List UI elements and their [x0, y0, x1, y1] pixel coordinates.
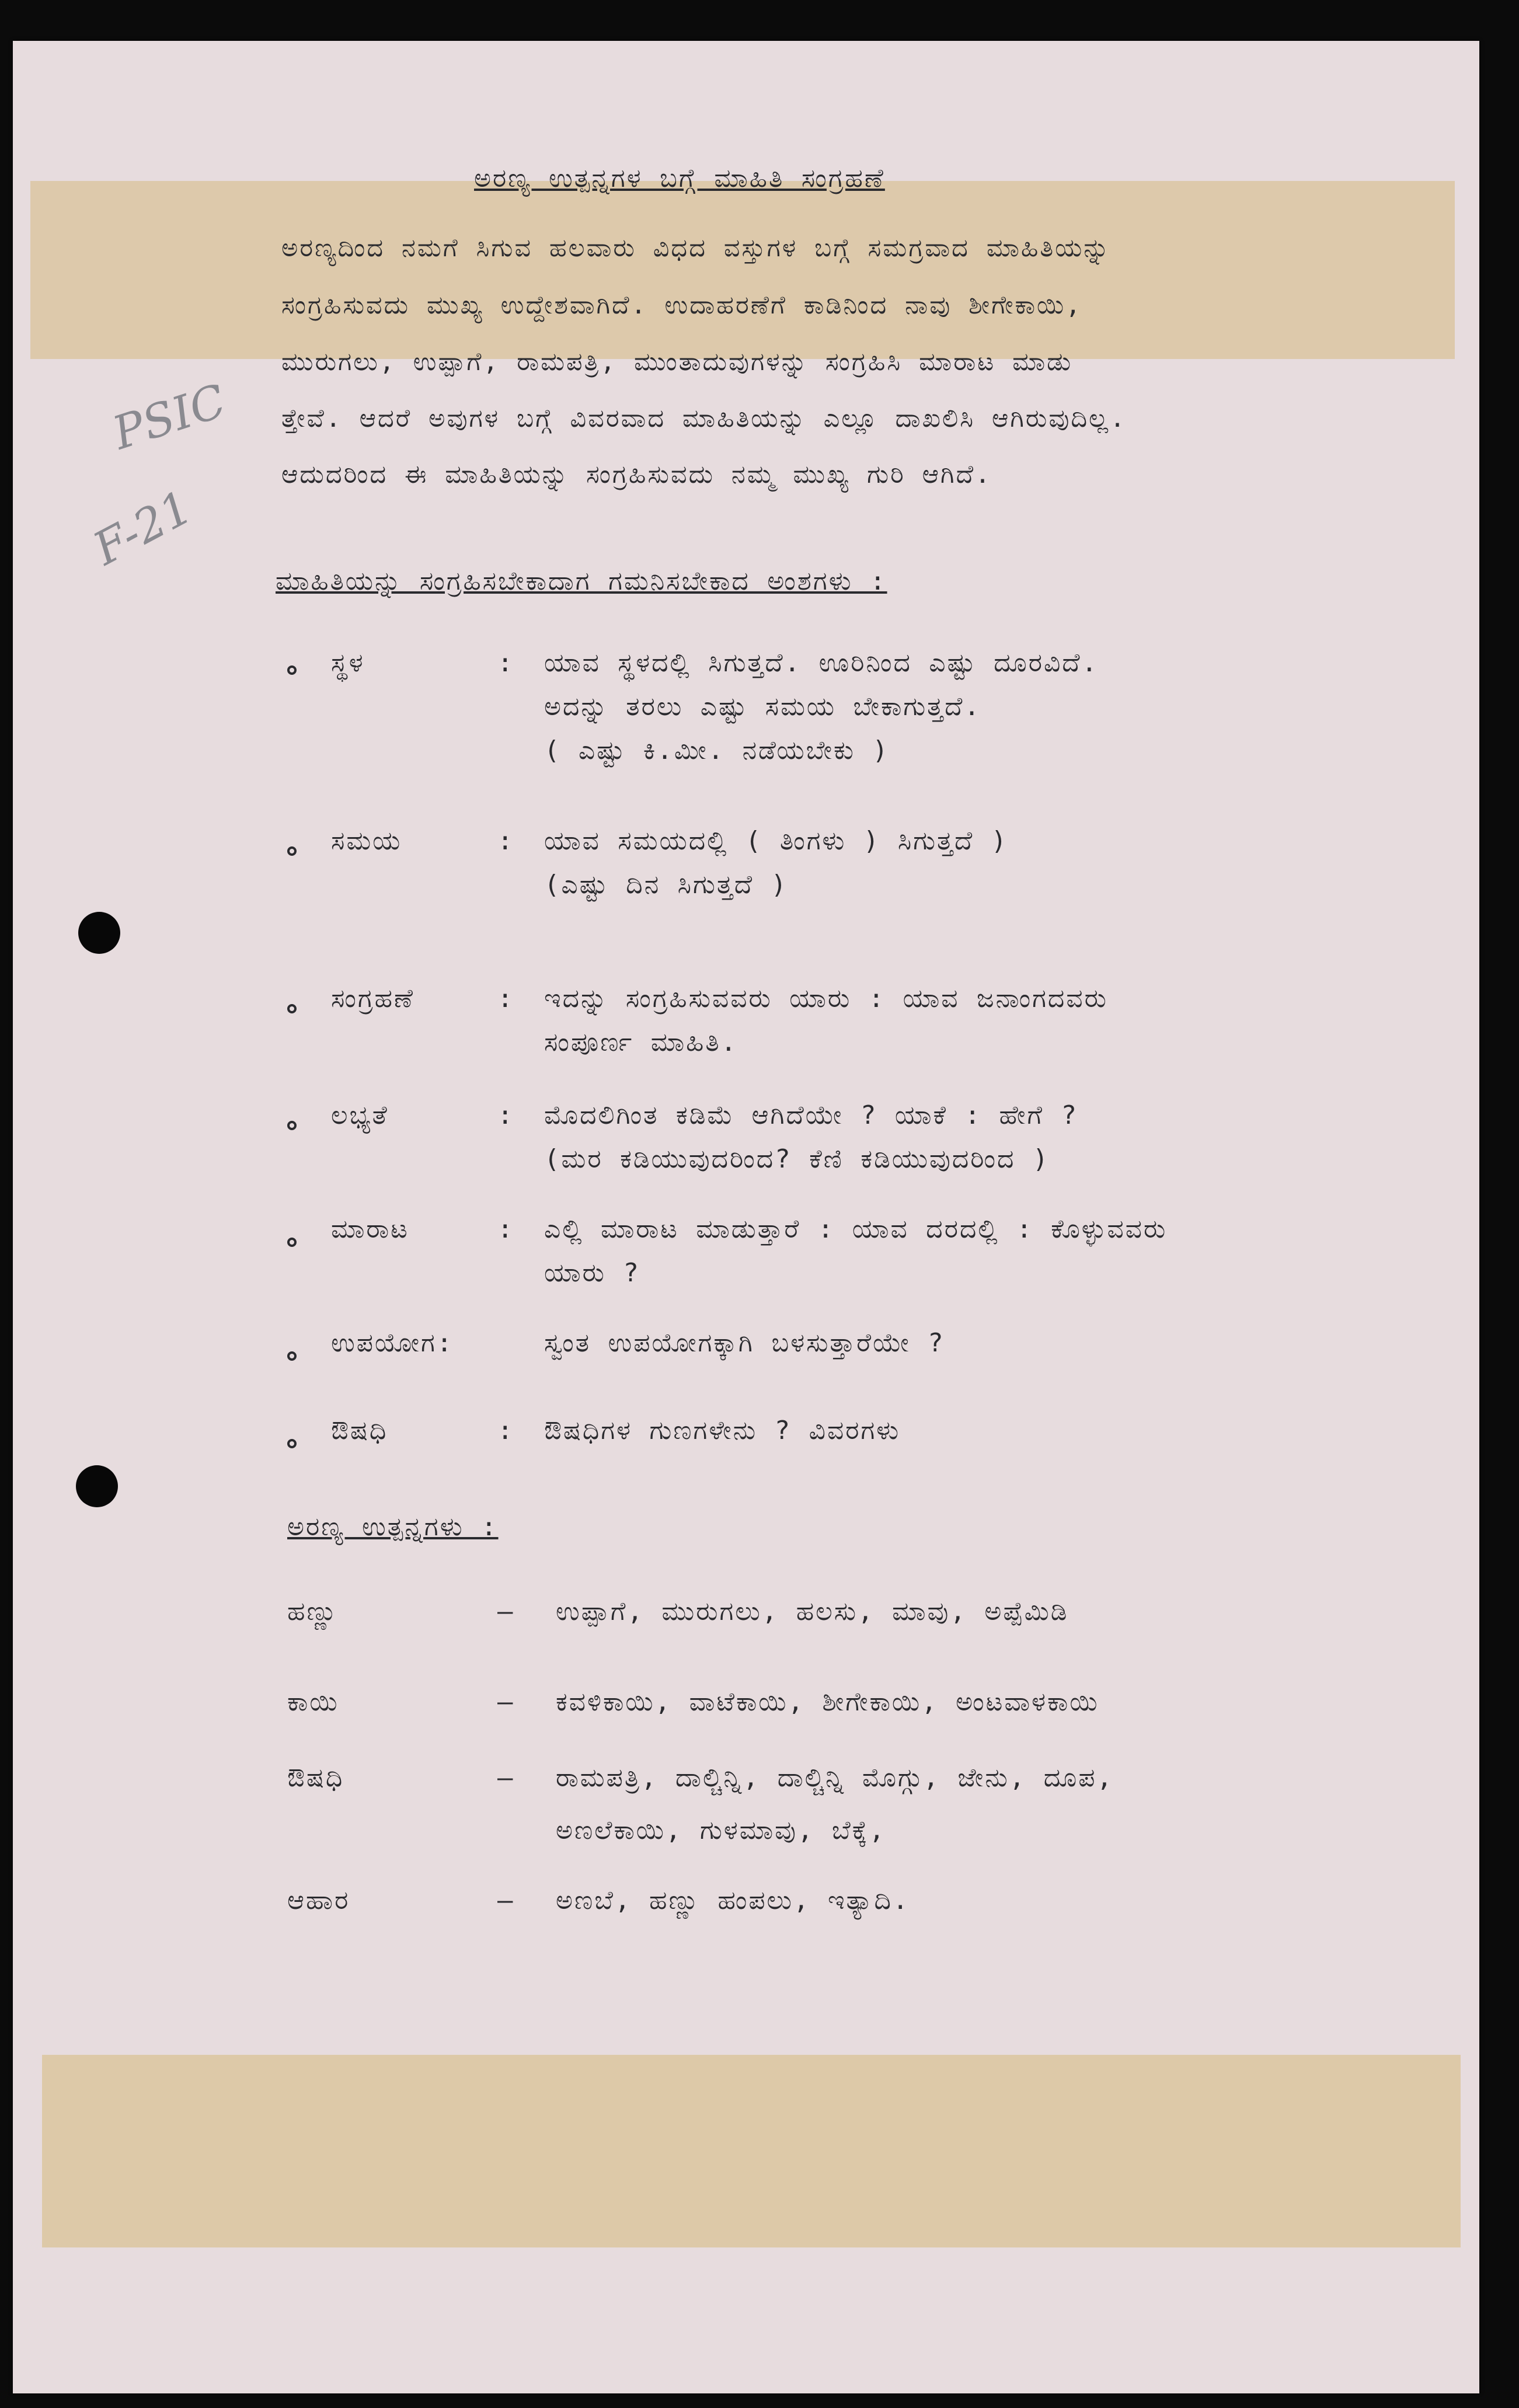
product-dash: — [497, 1886, 515, 1915]
product-category: ಆಹಾರ [287, 1886, 350, 1915]
aspect-desc-line: ಅದನ್ನು ತರಲು ಎಷ್ಟು ಸಮಯ ಬೇಕಾಗುತ್ತದೆ. [544, 692, 981, 722]
bullet-point [287, 1238, 297, 1247]
aspect-label: ಸಂಗ್ರಹಣೆ [331, 984, 415, 1013]
pencil-note-psic: PSIC [106, 374, 232, 461]
aspect-colon: : [497, 648, 515, 678]
aspect-desc-line: ಸಂಪೂರ್ಣ ಮಾಹಿತಿ. [544, 1027, 738, 1057]
aspect-label: ಸ್ಥಳ [331, 648, 365, 678]
product-category: ಔಷಧಿ [287, 1763, 344, 1793]
products-heading: ಅರಣ್ಯ ಉತ್ಪನ್ನಗಳು : [287, 1512, 499, 1542]
aspect-desc-line: ಇದನ್ನು ಸಂಗ್ರಹಿಸುವವರು ಯಾರು : ಯಾವ ಜನಾಂಗದವರು [544, 984, 1108, 1013]
aspect-desc-line: ಎಲ್ಲಿ ಮಾರಾಟ ಮಾಡುತ್ತಾರೆ : ಯಾವ ದರದಲ್ಲಿ : ಕೊಳ್ಳುವವರು [544, 1214, 1168, 1244]
adhesive-tape-bottom [42, 2055, 1461, 2247]
bullet-point [287, 665, 297, 675]
aspect-colon: : [497, 826, 515, 856]
pencil-note-f21: F-21 [85, 480, 201, 576]
intro-line-2: ಸಂಗ್ರಹಿಸುವದು ಮುಖ್ಯ ಉದ್ದೇಶವಾಗಿದೆ. ಉದಾಹರಣೆಗೆ ಕಾಡಿನಿಂದ ನಾವು ಶೀಗೇಕಾಯಿ, [281, 291, 1083, 320]
intro-line-3: ಮುರುಗಲು, ಉಪ್ಪಾಗೆ, ರಾಮಪತ್ರಿ, ಮುಂತಾದುವುಗಳನ್ನು ಸಂಗ್ರಹಿಸಿ ಮಾರಾಟ ಮಾಡು [281, 347, 1073, 377]
aspect-desc-line: ಔಷಧಿಗಳ ಗುಣಗಳೇನು ? ವಿವರಗಳು [544, 1416, 901, 1445]
adhesive-tape-top [30, 181, 1455, 359]
intro-line-5: ಆದುದರಿಂದ ಈ ಮಾಹಿತಿಯನ್ನು ಸಂಗ್ರಹಿಸುವದು ನಮ್ಮ ಮುಖ್ಯ ಗುರಿ ಆಗಿದೆ. [281, 460, 992, 489]
aspect-label: ಸಮಯ [331, 826, 402, 856]
aspect-label: ಉಪಯೋಗ: [331, 1328, 454, 1358]
aspect-desc-line: ( ಎಷ್ಟು ಕಿ.ಮೀ. ನಡೆಯಬೇಕು ) [544, 736, 890, 765]
product-dash: — [497, 1597, 515, 1626]
product-dash: — [497, 1763, 515, 1793]
bullet-point [287, 846, 297, 856]
product-items-line: ರಾಮಪತ್ರಿ, ದಾಲ್ಚಿನ್ನಿ, ದಾಲ್ಚಿನ್ನಿ ಮೊಗ್ಗು, ಜೇನು, ದೂಪ, [556, 1763, 1114, 1793]
aspect-desc-line: ಸ್ವಂತ ಉಪಯೋಗಕ್ಕಾಗಿ ಬಳಸುತ್ತಾರೆಯೇ ? [544, 1328, 945, 1358]
intro-line-4: ತ್ತೇವೆ. ಆದರೆ ಅವುಗಳ ಬಗ್ಗೆ ವಿವರವಾದ ಮಾಹಿತಿಯನ್ನು ಎಲ್ಲೂ ದಾಖಲಿಸಿ ಆಗಿರುವುದಿಲ್ಲ. [281, 404, 1127, 433]
aspect-label: ಲಭ್ಯತೆ [331, 1100, 389, 1130]
aspects-heading: ಮಾಹಿತಿಯನ್ನು ಸಂಗ್ರಹಿಸಬೇಕಾದಾಗ ಗಮನಿಸಬೇಕಾದ ಅಂಶಗಳು : [276, 566, 887, 596]
aspect-desc-line: (ಮರ ಕಡಿಯುವುದರಿಂದ? ಕೆಣಿ ಕಡಿಯುವುದರಿಂದ ) [544, 1144, 1050, 1174]
aspect-colon: : [497, 1100, 515, 1130]
aspect-desc-line: (ಎಷ್ಟು ದಿನ ಸಿಗುತ್ತದೆ ) [544, 870, 789, 900]
aspect-desc-line: ಯಾವ ಸ್ಥಳದಲ್ಲಿ ಸಿಗುತ್ತದೆ. ಊರಿನಿಂದ ಎಷ್ಟು ದೂರವಿದೆ. [544, 648, 1099, 678]
aspect-colon: : [497, 1214, 515, 1244]
intro-line-1: ಅರಣ್ಯದಿಂದ ನಮಗೆ ಸಿಗುವ ಹಲವಾರು ವಿಧದ ವಸ್ತುಗಳ ಬಗ್ಗೆ ಸಮಗ್ರವಾದ ಮಾಹಿತಿಯನ್ನು [281, 234, 1111, 263]
document-title: ಅರಣ್ಯ ಉತ್ಪನ್ನಗಳ ಬಗ್ಗೆ ಮಾಹಿತಿ ಸಂಗ್ರಹಣೆ [474, 163, 885, 193]
bullet-point [287, 1439, 297, 1448]
bullet-point [287, 1351, 297, 1361]
product-items-line: ಅಣಲೆಕಾಯಿ, ಗುಳಮಾವು, ಬೆಕ್ಕೆ, [556, 1815, 886, 1845]
document-page [13, 41, 1479, 2393]
product-category: ಕಾಯಿ [287, 1687, 339, 1717]
punch-hole-lower [76, 1465, 118, 1507]
product-dash: — [497, 1687, 515, 1717]
product-items-line: ಉಪ್ಪಾಗೆ, ಮುರುಗಲು, ಹಲಸು, ಮಾವು, ಅಪ್ಪೆಮಿಡಿ [556, 1597, 1069, 1626]
aspect-desc-line: ಮೊದಲಿಗಿಂತ ಕಡಿಮೆ ಆಗಿದೆಯೇ ? ಯಾಕೆ : ಹೇಗೆ ? [544, 1100, 1078, 1130]
punch-hole-upper [78, 912, 120, 954]
product-items-line: ಕವಳಿಕಾಯಿ, ವಾಟೆಕಾಯಿ, ಶೀಗೇಕಾಯಿ, ಅಂಟವಾಳಕಾಯಿ [556, 1687, 1099, 1717]
aspect-colon: : [497, 1416, 515, 1445]
aspect-desc-line: ಯಾರು ? [544, 1258, 640, 1288]
aspect-label: ಮಾರಾಟ [331, 1214, 409, 1244]
product-category: ಹಣ್ಣು [287, 1597, 339, 1626]
bullet-point [287, 1121, 297, 1130]
aspect-desc-line: ಯಾವ ಸಮಯದಲ್ಲಿ ( ತಿಂಗಳು ) ಸಿಗುತ್ತದೆ ) [544, 826, 1009, 856]
product-items-line: ಅಣಬೆ, ಹಣ್ಣು ಹಂಪಲು, ಇತ್ಯಾದಿ. [556, 1886, 910, 1915]
aspect-label: ಔಷಧಿ [331, 1416, 388, 1445]
aspect-colon: : [497, 984, 515, 1013]
bullet-point [287, 1004, 297, 1013]
